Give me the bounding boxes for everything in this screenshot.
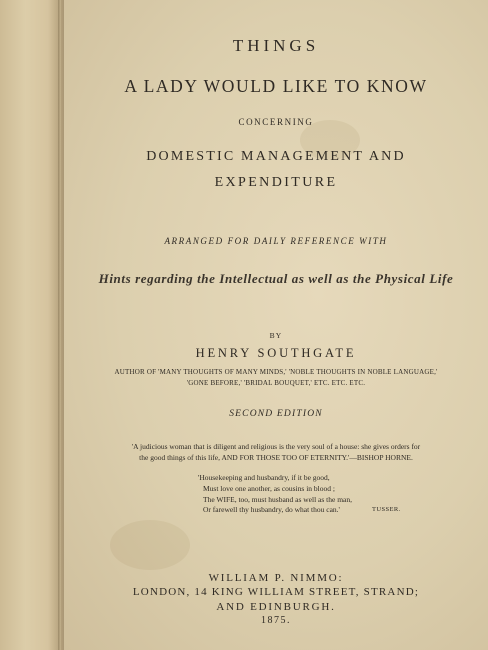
arranged-line: ARRANGED FOR DAILY REFERENCE WITH — [164, 236, 388, 246]
poem-line-3: The WIFE, too, must husband as well as the man, — [203, 495, 353, 504]
poem-line-2: Must love one another, as cousins in blood ; — [203, 484, 335, 493]
publisher-city: AND EDINBURGH. — [216, 601, 336, 613]
author-works-line-2: 'GONE BEFORE,' 'BRIDAL BOUQUET,' ETC. ETC. ETC. — [186, 379, 366, 387]
subject-line-1: DOMESTIC MANAGEMENT AND — [146, 149, 406, 164]
epigraph-line-1: 'A judicious woman that is diligent and religious is the very soul of a house: she gives orders for — [131, 442, 421, 451]
poem-line-1: 'Housekeeping and husbandry, if it be good, — [198, 473, 330, 482]
subject-line-2: EXPENDITURE — [214, 175, 338, 190]
poem-attribution: TUSSER. — [372, 506, 401, 513]
edition-label: SECOND EDITION — [229, 409, 323, 419]
epigraph-line-2: the good things of this life, AND FOR THOSE TOO OF ETERNITY.'—BISHOP HORNE. — [139, 453, 413, 462]
title-line-1: THINGS — [232, 36, 320, 55]
previous-page-edge — [0, 0, 64, 650]
publisher-address: LONDON, 14 KING WILLIAM STREET, STRAND; — [132, 586, 420, 598]
publisher-name: WILLIAM P. NIMMO: — [208, 572, 344, 584]
concerning-label: CONCERNING — [238, 117, 314, 127]
book-spine-fold — [58, 0, 61, 650]
hints-line: Hints regarding the Intellectual as well as the Physical Life — [98, 271, 454, 286]
paper-stain — [110, 520, 190, 570]
poem-line-4: Or farewell thy husbandry, do what thou can.' — [203, 505, 340, 514]
author-name: HENRY SOUTHGATE — [195, 346, 357, 360]
publication-year: 1875. — [261, 615, 291, 626]
by-label: BY — [269, 331, 283, 340]
title-line-2: A LADY WOULD LIKE TO KNOW — [124, 76, 428, 96]
author-works-line-1: AUTHOR OF 'MANY THOUGHTS OF MANY MINDS,' 'NOBLE THOUGHTS IN NOBLE LANGUAGE,' — [114, 368, 438, 376]
